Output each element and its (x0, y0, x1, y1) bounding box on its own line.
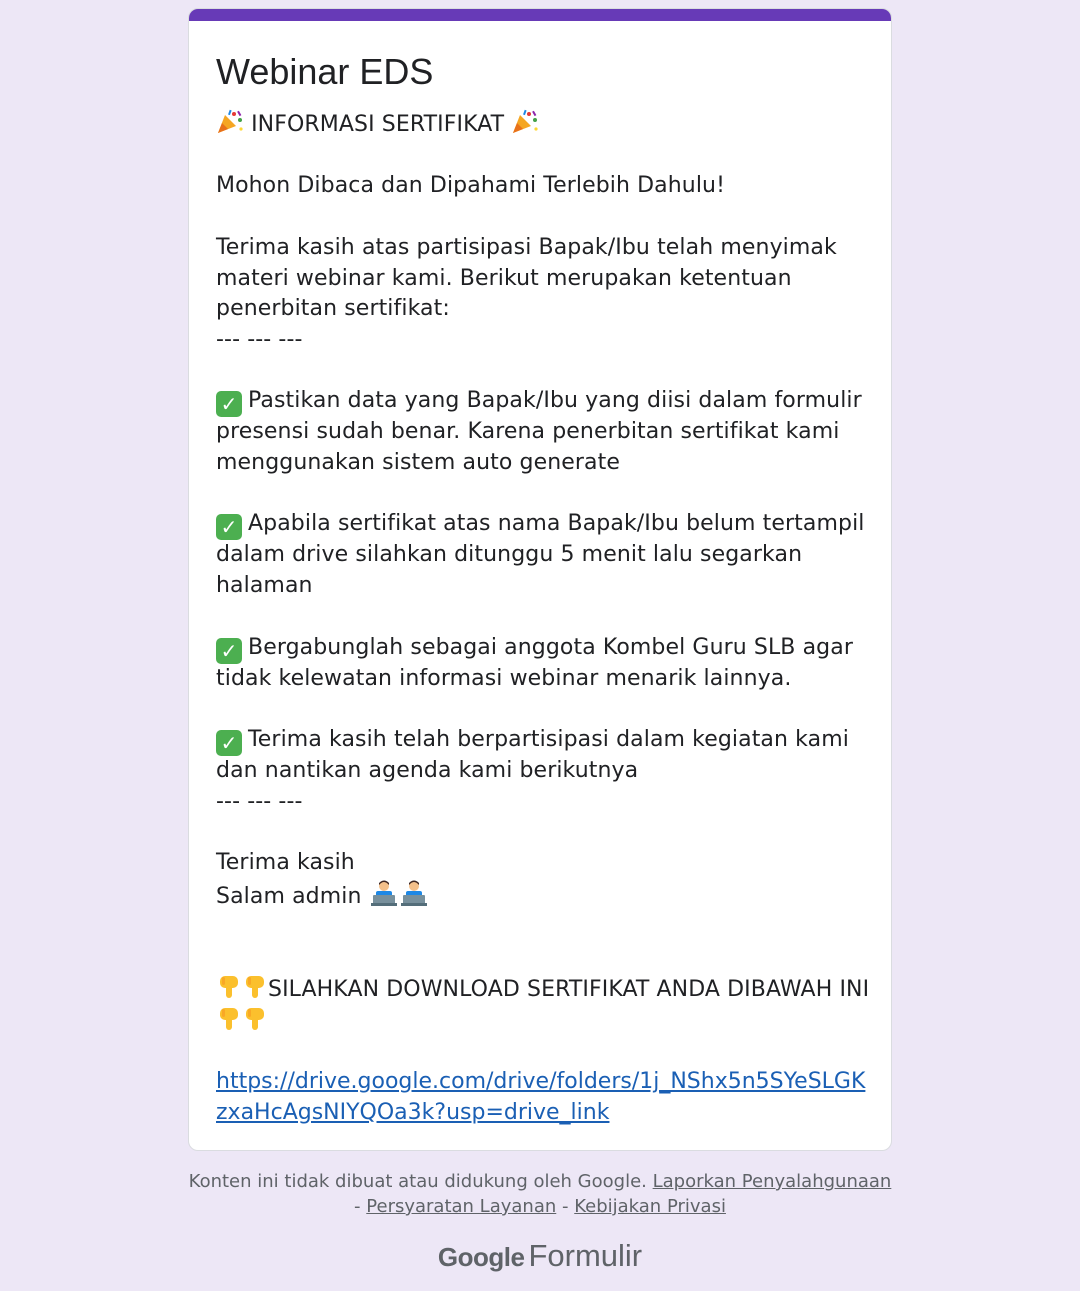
google-forms-brand[interactable] (0, 1238, 1080, 1274)
check-mark-icon: ✓ (216, 514, 242, 540)
point-item: Pastikan data yang Bapak/Ibu yang diisi dalam formulir presensi sudah benar. Karena penerbitan sertifikat kami menggunakan sistem auto generate (216, 388, 869, 476)
point-item: Apabila sertifikat atas nama Bapak/Ibu belum tertampil dalam drive silahkan ditunggu 5 menit lalu segarkan halaman (216, 511, 872, 599)
privacy-policy-link[interactable]: Kebijakan Privasi (574, 1196, 726, 1217)
pointing-down-icon (216, 1009, 268, 1034)
forms-product-text: Formulir (528, 1238, 643, 1273)
divider-text: --- --- --- (216, 788, 303, 814)
check-mark-icon: ✓ (216, 391, 242, 417)
party-popper-icon (511, 112, 539, 137)
pointing-down-icon (216, 977, 268, 1002)
form-title: Webinar EDS (216, 51, 434, 92)
check-mark-icon: ✓ (216, 730, 242, 756)
accent-bar (189, 9, 891, 21)
intro-text: Terima kasih atas partisipasi Bapak/Ibu telah menyimak materi webinar kami. Berikut merupakan ketentuan penerbitan sertifikat: (216, 234, 844, 322)
party-popper-icon (216, 112, 244, 137)
report-abuse-link[interactable]: Laporkan Penyalahgunaan (652, 1171, 892, 1192)
google-logo-text: Google (437, 1242, 525, 1272)
form-description-area (216, 49, 876, 1129)
notice-text: Mohon Dibaca dan Dipahami Terlebih Dahulu! (216, 173, 726, 199)
divider-text: --- --- --- (216, 326, 303, 352)
drive-download-link[interactable]: https://drive.google.com/drive/folders/1j_NShx5n5SYeSLGKzxaHcAgsNIYQOa3k?usp=drive_link (216, 1069, 866, 1125)
download-instruction: SILAHKAN DOWNLOAD SERTIFIKAT ANDA DIBAWAH INI (268, 976, 870, 1002)
closing-line: Terima kasih (216, 850, 355, 876)
technologist-icon (369, 884, 429, 909)
terms-of-service-link[interactable]: Persyaratan Layanan (366, 1196, 557, 1217)
disclaimer-text: Konten ini tidak dibuat atau didukung oleh Google. (188, 1171, 647, 1192)
point-item: Bergabunglah sebagai anggota Kombel Guru SLB agar tidak kelewatan informasi webinar menarik lainnya. (216, 634, 861, 691)
footer-separator: - (354, 1196, 361, 1217)
form-header-card (188, 8, 892, 1151)
certificate-info-heading: INFORMASI SERTIFIKAT (251, 112, 505, 137)
closing-line: Salam admin (216, 883, 362, 909)
footer-disclaimer (188, 1169, 892, 1219)
point-item: Terima kasih telah berpartisipasi dalam kegiatan kami dan nantikan agenda kami berikutnya (216, 726, 857, 783)
check-mark-icon: ✓ (216, 638, 242, 664)
footer-separator: - (562, 1196, 569, 1217)
form-description (216, 109, 876, 1037)
